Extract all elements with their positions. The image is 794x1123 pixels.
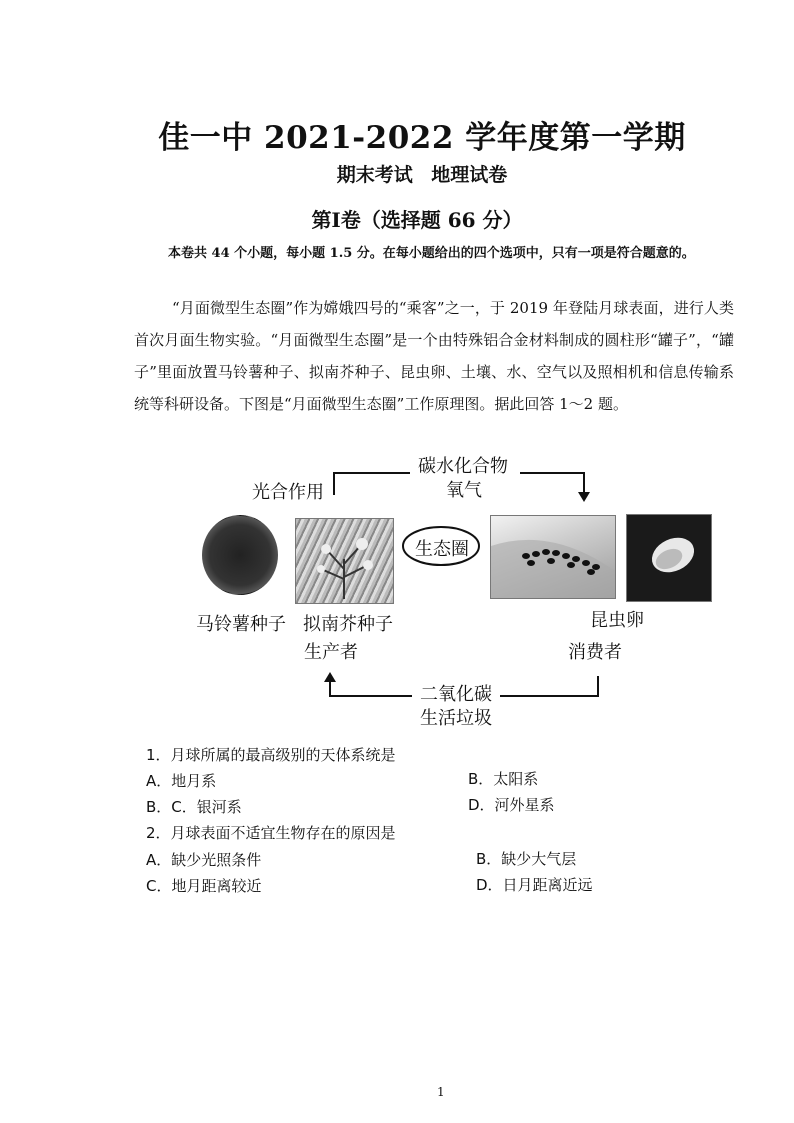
top-label-oxygen: 氧气 [446, 480, 482, 501]
arabidopsis-image [295, 518, 394, 604]
page-number: 1 [437, 1085, 445, 1099]
plant-sprout-icon [296, 519, 393, 603]
q2-option-b[interactable]: B．缺少大气层 [476, 850, 577, 868]
instructions-note: 本卷共 44 个小题，每小题 1.5 分。在每小题给出的四个选项中，只有一项是符合题意的。 [168, 246, 695, 261]
top-arrow-head [578, 492, 590, 502]
cocoon-icon [627, 515, 711, 601]
top-label-carbohydrate: 碳水化合物 [418, 456, 508, 477]
q1-option-b[interactable]: B．太阳系 [468, 770, 539, 788]
bottom-arrow-head [324, 672, 336, 682]
arabidopsis-seed-label: 拟南芥种子 [303, 614, 393, 635]
section-heading: 第Ⅰ卷（选择题 66 分） [311, 208, 523, 232]
q2-option-c[interactable]: C．地月距离较近 [146, 877, 262, 895]
exam-title: 佳一中 2021-2022 学年度第一学期 [158, 120, 686, 156]
bottom-label-co2: 二氧化碳 [420, 684, 492, 705]
exam-subtitle: 期末考试 地理试卷 [336, 164, 508, 186]
question-1-stem: 1．月球所属的最高级别的天体系统是 [146, 746, 396, 764]
ecosystem-diagram [0, 440, 794, 730]
cocoon-image [626, 514, 712, 602]
insect-eggs-image [490, 515, 616, 599]
q1-option-a[interactable]: A．地月系 [146, 772, 217, 790]
q1-option-d[interactable]: D．河外星系 [468, 796, 555, 814]
question-2-stem: 2．月球表面不适宜生物存在的原因是 [146, 824, 396, 842]
q2-option-d[interactable]: D．日月距离近远 [476, 876, 593, 894]
ecosystem-label: 生态圈 [415, 539, 469, 560]
eggs-icon [491, 516, 615, 598]
q1-option-c[interactable]: B．C．银河系 [146, 798, 242, 816]
producer-label: 生产者 [304, 642, 358, 663]
passage-indent [134, 299, 172, 317]
reading-passage [134, 292, 734, 420]
consumer-label: 消费者 [568, 642, 622, 663]
bottom-label-waste: 生活垃圾 [420, 708, 492, 729]
seed-cluster-icon [202, 515, 278, 595]
photosynthesis-label: 光合作用 [252, 482, 324, 503]
insect-egg-label: 昆虫卵 [590, 610, 644, 631]
passage-text: “月面微型生态圈”作为嫦娥四号的“乘客”之一，于 2019 年登陆月球表面，进行人类首次月面生物实验。“月面微型生态圈”是一个由特殊铝合金材料制成的圆柱形“罐子”，“罐子”里面放置马铃薯种子、拟南芥种子、昆虫卵、土壤、水、空气以及照相机和信息传输系统等科研设备。下图是“月面微型生态圈”工作原理图。据此回答 1～2 题。 [134, 299, 734, 413]
q2-option-a[interactable]: A．缺少光照条件 [146, 851, 262, 869]
potato-seed-label: 马铃薯种子 [196, 614, 286, 635]
potato-seed-image [202, 515, 278, 595]
